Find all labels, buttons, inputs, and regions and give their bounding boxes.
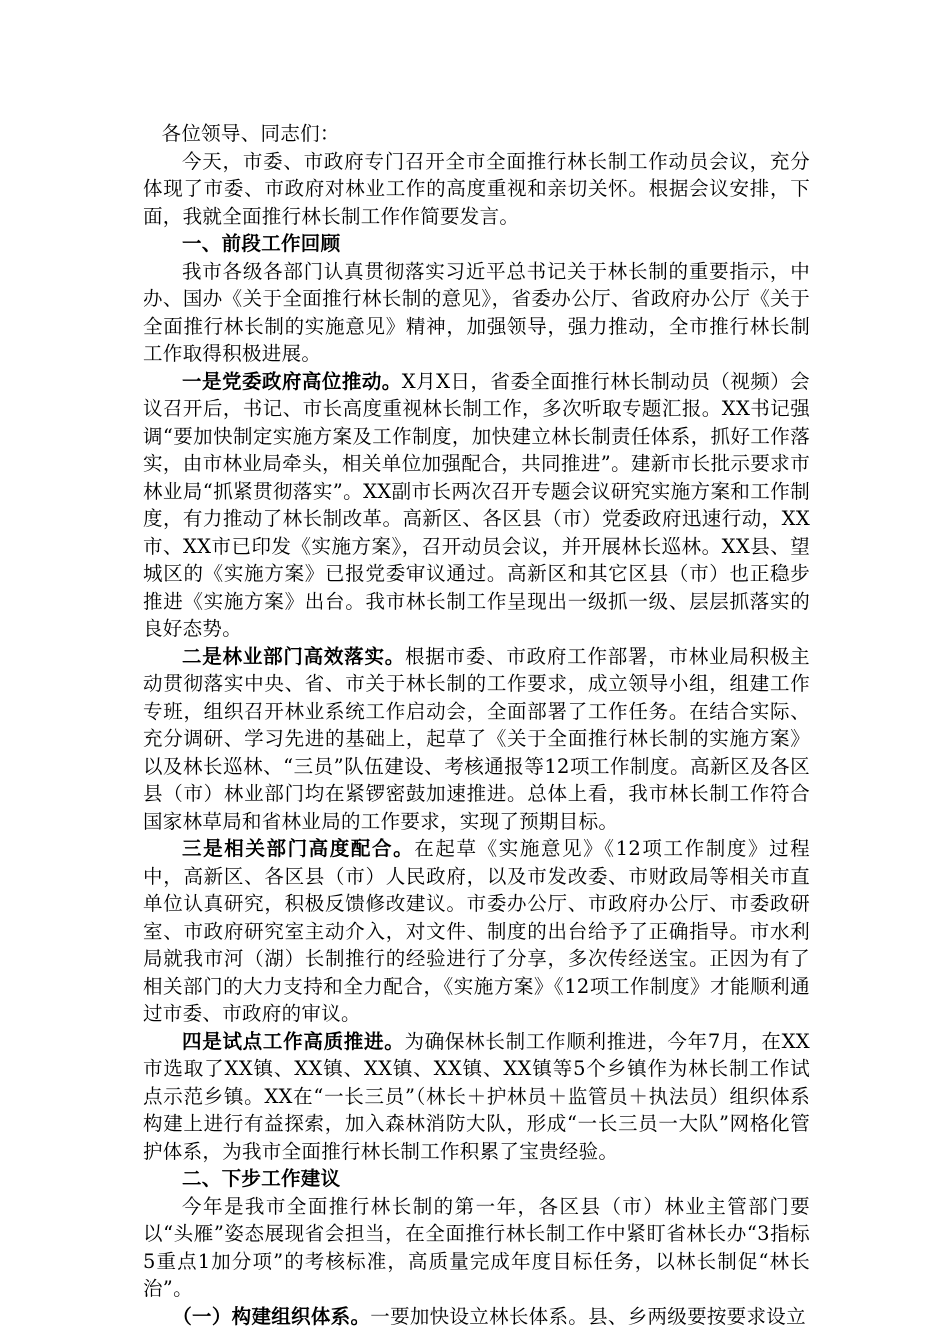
point-lead: （一）构建组织体系。 [172, 1304, 371, 1328]
section-heading-review: 一、前段工作回顾 [182, 232, 341, 255]
suggestion-point-1 [143, 1303, 810, 1331]
intro-paragraph: 今天，市委、市政府专门召开全市全面推行林长制工作动员会议，充分体现了市委、市政府对林业工作的高度重视和亲切关怀。根据会议安排，下面，我就全面推行林长制工作作简要发言。 [143, 149, 810, 228]
point-text: 一要加快设立林长体系。县、乡两级要按要求设立 [370, 1304, 806, 1328]
review-point-3 [143, 835, 810, 1028]
review-point-4 [143, 1028, 810, 1166]
section-heading-suggestions: 二、下步工作建议 [182, 1167, 341, 1190]
point-text: X月X日，省委全面推行林长制动员（视频）会议召开后，书记、市长高度重视林长制工作，多次听取专题汇报。XX书记强调“要加快制定实施方案及工作制度，加快建立林长制责任体系，抓好工作落实，由市林业局牵头，相关单位加强配合，共同推进”。建新市长批示要求市林业局“抓紧贯彻落实”。XX副市长两次召开专题会议研究实施方案和工作制度，有力推动了林长制改革。高新区、各区县（市）党委政府迅速行动，XX市、XX市已印发《实施方案》，召开动员会议，并开展林长巡林。XX县、望城区的《实施方案》已报党委审议通过。高新区和其它区县（市）也正稳步推进《实施方案》出台。我市林长制工作呈现出一级抓一级、层层抓落实的良好态势。 [143, 369, 810, 640]
point-text: 在起草《实施意见》《12项工作制度》过程中，高新区、各区县（市）人民政府，以及市发改委、市财政局等相关市直单位认真研究，积极反馈修改建议。市委办公厅、市政府办公厅、市委政研室、市政府研究室主动介入，对文件、制度的出台给予了正确指导。市水利局就我市河（湖）长制推行的经验进行了分享，多次传经送宝。正因为有了相关部门的大力支持和全力配合，《实施方案》《12项工作制度》才能顺利通过市委、市政府的审议。 [143, 837, 810, 1025]
point-text: 为确保林长制工作顺利推进，今年7月，在XX市选取了XX镇、XX镇、XX镇、XX镇、XX镇等5个乡镇作为林长制工作试点示范乡镇。XX在“一长三员”（林长＋护林员＋监管员＋执法员）组织体系构建上进行有益探索，加入森林消防大队，形成“一长三员一大队”网格化管护体系，为我市全面推行林长制工作积累了宝贵经验。 [143, 1029, 810, 1163]
point-text: 根据市委、市政府工作部署，市林业局积极主动贯彻落实中央、省、市关于林长制的工作要求，成立领导小组，组建工作专班，组织召开林业系统工作启动会，全面部署了工作任务。在结合实际、充分调研、学习先进的基础上，起草了《关于全面推行林长制的实施方案》以及林长巡林、“三员”队伍建设、考核通报等12项工作制度。高新区及各区县（市）林业部门均在紧锣密鼓加速推进。总体上看，我市林长制工作符合国家林草局和省林业局的工作要求，实现了预期目标。 [143, 644, 810, 833]
point-lead: 一是党委政府高位推动。 [182, 369, 402, 393]
suggestions-intro-paragraph: 今年是我市全面推行林长制的第一年，各区县（市）林业主管部门要以“头雁”姿态展现省会担当，在全面推行林长制工作中紧盯省林长办“3指标5重点1加分项”的考核标准，高质量完成年度目标任务，以林长制促“林长治”。 [143, 1194, 810, 1300]
review-point-2 [143, 643, 810, 836]
point-lead: 四是试点工作高质推进。 [182, 1029, 405, 1053]
point-lead: 三是相关部门高度配合。 [182, 837, 415, 860]
review-intro-paragraph: 我市各级各部门认真贯彻落实习近平总书记关于林长制的重要指示，中办、国办《关于全面推行林长制的意见》，省委办公厅、省政府办公厅《关于全面推行林长制的实施意见》精神，加强领导，强力推动，全市推行林长制工作取得积极进展。 [143, 259, 810, 365]
document-page [143, 120, 810, 1330]
point-lead: 二是林业部门高效落实。 [182, 644, 405, 668]
salutation: 各位领导、同志们： [161, 122, 340, 145]
review-point-1 [143, 368, 810, 643]
